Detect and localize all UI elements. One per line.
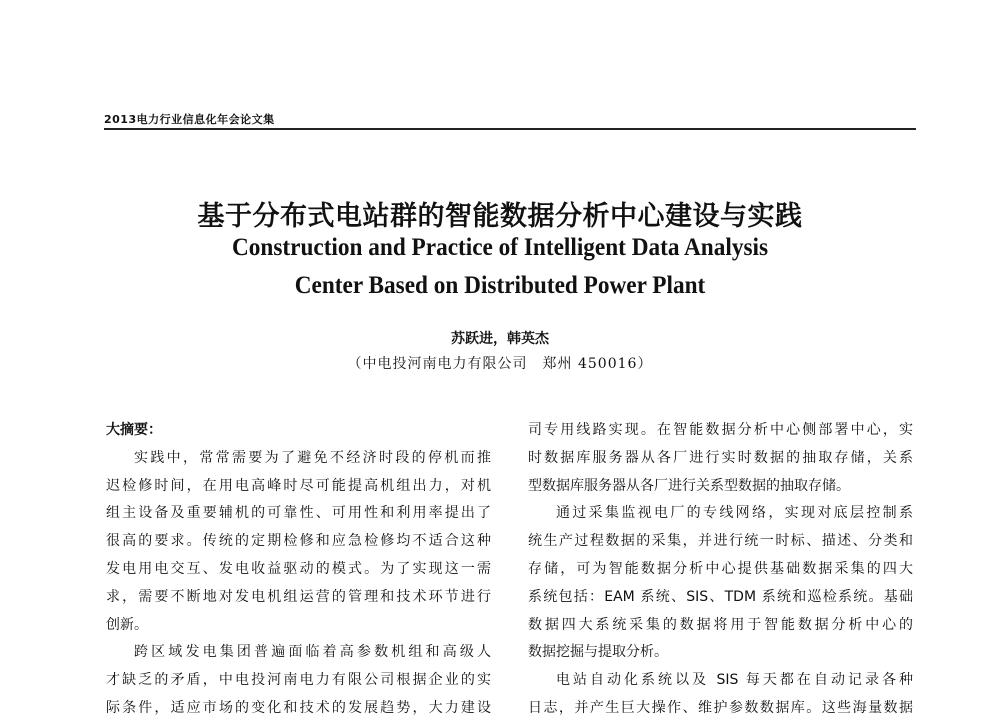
text-line: 实践中，常常需要为了避免不经济时段的停机而推	[134, 449, 491, 466]
text-line: 系统包括：EAM 系统、SIS、TDM 系统和巡检系统。基础	[528, 588, 913, 605]
title-english-line2: Center Based on Distributed Power Plant	[294, 272, 706, 299]
text-line: 型数据库服务器从各厂进行关系型数据的抽取存储。	[528, 477, 850, 494]
text-line: 跨区域发电集团普遍面临着高参数机组和高级人	[134, 644, 491, 661]
text-line: 时数据库服务器从各厂进行实时数据的抽取存储，关系	[528, 449, 913, 466]
authors: 苏跃进，韩英杰	[451, 331, 549, 347]
title-chinese: 基于分布式电站群的智能数据分析中心建设与实践	[197, 201, 803, 232]
text-line: 数据四大系统采集的数据将用于智能数据分析中心的	[528, 616, 913, 633]
text-line: 发电用电交互、发电收益驱动的模式。为了实现这一需	[106, 560, 491, 577]
left-column	[106, 417, 491, 723]
title-english-line1: Construction and Practice of Intelligent Data Analysis	[231, 234, 769, 261]
right-column	[528, 417, 913, 723]
text-line: 组主设备及重要辅机的可靠性、可用性和利用率提出了	[106, 505, 491, 522]
header-rule	[104, 128, 916, 130]
text-line: 统生产过程数据的采集，并进行统一时标、描述、分类和	[528, 533, 913, 550]
text-line: 创新。	[106, 616, 148, 633]
text-line: 迟检修时间，在用电高峰时尽可能提高机组出力，对机	[106, 477, 491, 494]
text-line: 数据挖掘与提取分析。	[528, 644, 668, 661]
text-line: 电站自动化系统以及 SIS 每天都在自动记录各种	[556, 672, 913, 689]
text-line: 求，需要不断地对发电机组运营的管理和技术环节进行	[106, 588, 491, 605]
text-line: 才缺乏的矛盾，中电投河南电力有限公司根据企业的实	[106, 672, 491, 689]
text-line: 很高的要求。传统的定期检修和应急检修均不适合这种	[106, 533, 491, 550]
text-line: 际条件，适应市场的变化和技术的发展趋势，大力建设	[106, 699, 491, 716]
text-line: 司专用线路实现。在智能数据分析中心侧部署中心，实	[528, 422, 913, 438]
text-line: 日志，并产生巨大操作、维护参数数据库。这些海量数据	[528, 699, 913, 716]
abstract-label: 大摘要：	[106, 422, 162, 438]
text-line: 存储，可为智能数据分析中心提供基础数据采集的四大	[528, 560, 913, 577]
text-line: 通过采集监视电厂的专线网络，实现对底层控制系	[556, 505, 913, 522]
running-header: 2013电力行业信息化年会论文集	[104, 113, 275, 126]
affiliation: （中电投河南电力有限公司 郑州 450016）	[347, 356, 653, 372]
